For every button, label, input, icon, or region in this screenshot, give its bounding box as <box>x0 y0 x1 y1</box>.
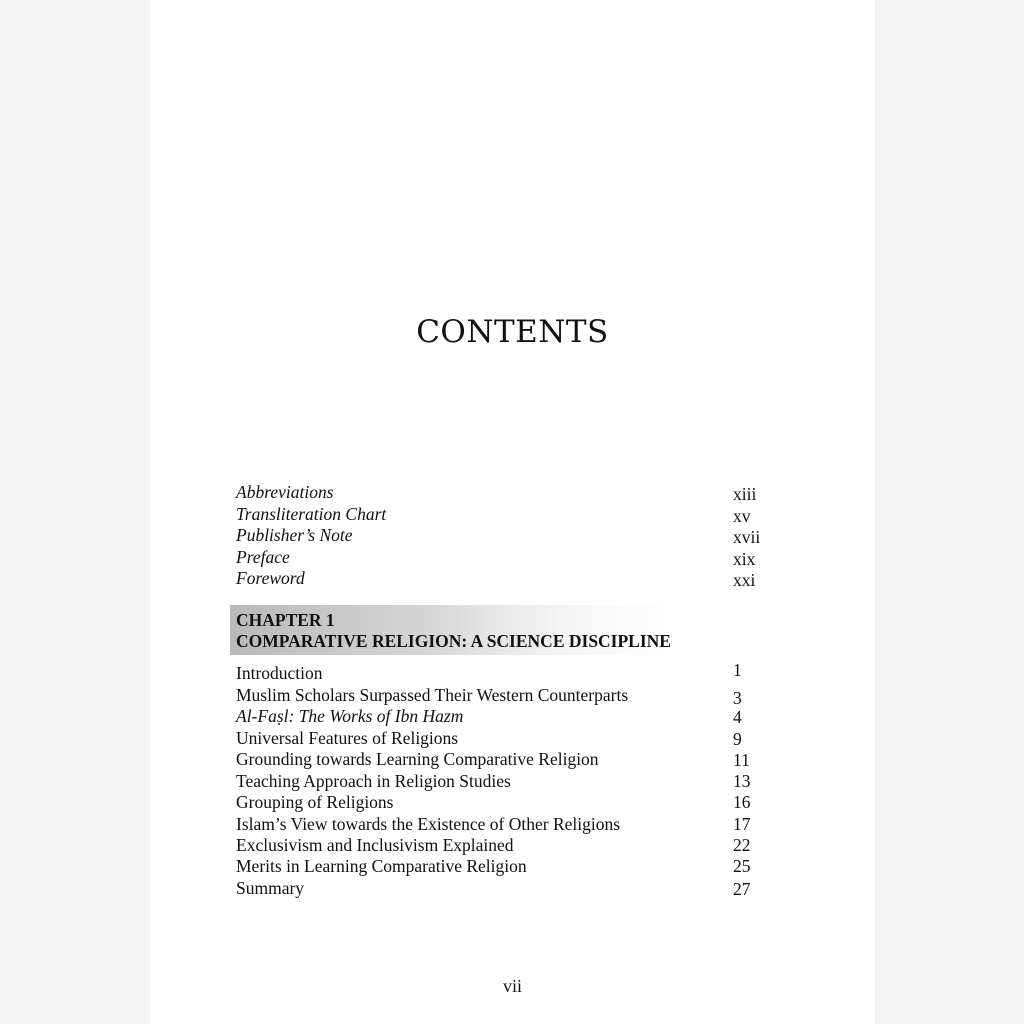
chapter-title: COMPARATIVE RELIGION: A SCIENCE DISCIPLINE <box>236 631 671 651</box>
toc-page: 9 <box>733 729 742 749</box>
book-page <box>150 0 875 1024</box>
toc-entry-foreword: Foreword <box>236 568 305 588</box>
toc-page: 11 <box>733 750 750 770</box>
toc-entry-abbreviations: Abbreviations <box>236 482 334 502</box>
toc-entry: Merits in Learning Comparative Religion <box>236 856 527 876</box>
toc-entry-transliteration-chart: Transliteration Chart <box>236 504 387 524</box>
toc-entry: Universal Features of Religions <box>236 728 459 748</box>
toc-page: 27 <box>733 879 751 899</box>
toc-page: 4 <box>733 707 742 727</box>
toc-entry: Introduction <box>236 663 323 683</box>
toc-page-publishers-note: xvii <box>733 527 761 547</box>
page-number: vii <box>502 976 522 996</box>
toc-page: 25 <box>733 856 751 876</box>
toc-page-abbreviations: xiii <box>733 484 757 504</box>
toc-page: 22 <box>733 835 751 855</box>
toc-entry-publishers-note: Publisher’s Note <box>236 525 353 545</box>
toc-entry-preface: Preface <box>236 547 290 567</box>
toc-entry: Exclusivism and Inclusivism Explained <box>236 835 514 855</box>
toc-entry: Teaching Approach in Religion Studies <box>236 771 511 791</box>
toc-page-transliteration-chart: xv <box>733 506 751 526</box>
toc-page-foreword: xxi <box>733 570 756 590</box>
toc-page: 13 <box>733 771 751 791</box>
toc-page: 1 <box>733 660 742 680</box>
toc-entry: Muslim Scholars Surpassed Their Western Counterparts <box>236 685 629 705</box>
chapter-number: CHAPTER 1 <box>236 610 335 630</box>
toc-entry: Grouping of Religions <box>236 792 394 812</box>
toc-page: 17 <box>733 814 751 834</box>
toc-entry: Summary <box>236 878 305 898</box>
toc-page: 16 <box>733 792 751 812</box>
toc-entry: Islam’s View towards the Existence of Other Religions <box>236 814 621 834</box>
toc-page: 3 <box>733 688 742 708</box>
toc-entry: Al-Faṣl: The Works of Ibn Hazm <box>236 706 464 726</box>
toc-page-preface: xix <box>733 549 756 569</box>
toc-entry: Grounding towards Learning Comparative Religion <box>236 749 599 769</box>
page-title: CONTENTS <box>416 314 609 350</box>
